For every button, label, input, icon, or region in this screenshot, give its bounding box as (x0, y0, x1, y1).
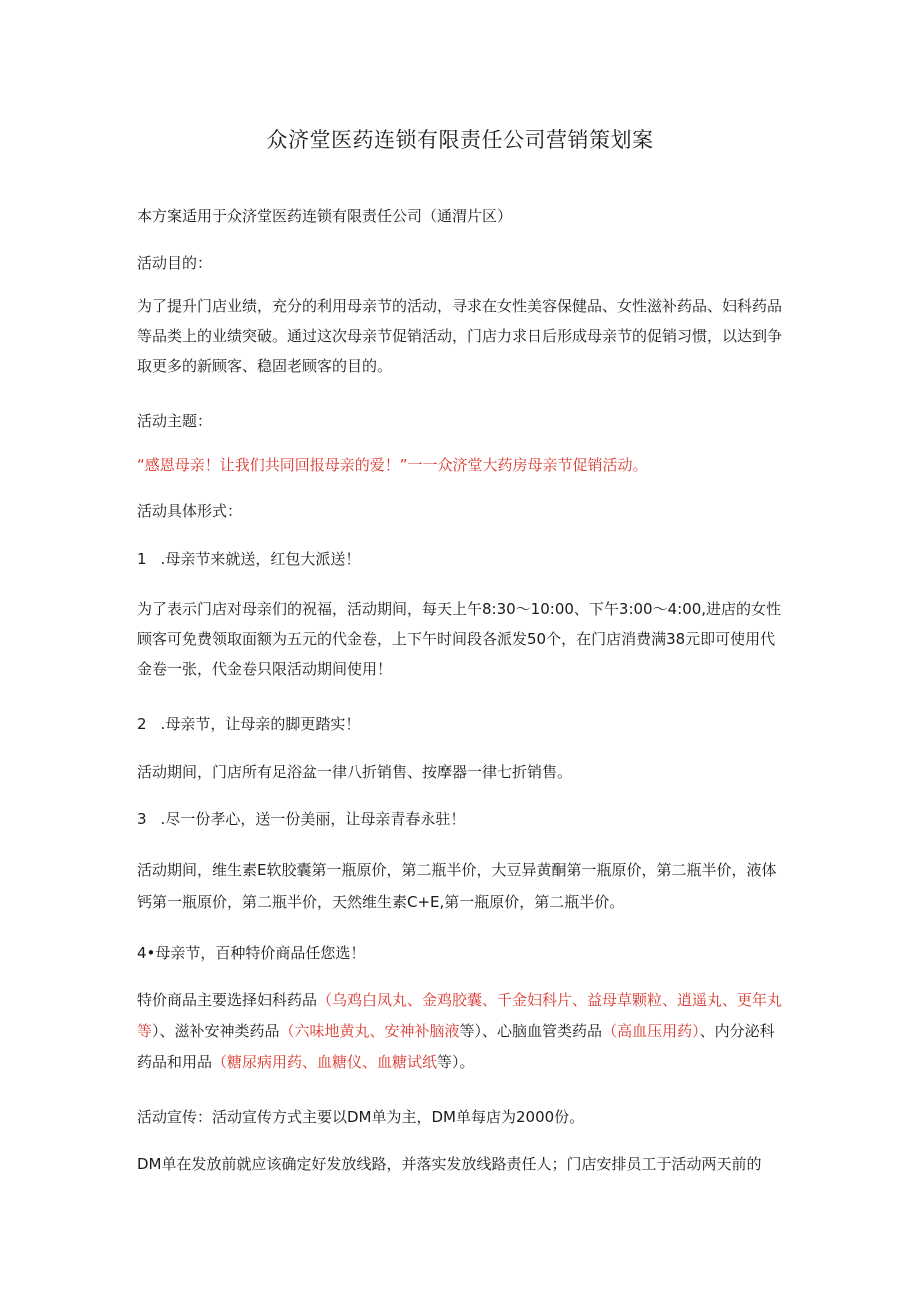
item3-title: .尽一份孝心，送一份美丽，让母亲青春永驻！ (160, 810, 466, 828)
item4-tonic-list: （六味地黄丸、安神补脑液 (279, 1022, 460, 1040)
theme-heading: 活动主题： (137, 412, 213, 430)
dm-paragraph: DM单在发放前就应该确定好发放线路，并落实发放线路责任人；门店安排员工于活动两天前的 (137, 1155, 762, 1173)
theme-paragraph: “感恩母亲！让我们共同回报母亲的爱！”一一众济堂大药房母亲节促销活动。 (137, 456, 648, 474)
item4-part-i: 等）。 (437, 1053, 475, 1071)
item2-title: .母亲节，让母亲的脚更踏实！ (160, 715, 361, 733)
item1-heading (137, 547, 787, 572)
item4-part-c: ）、滋补安神类药品 (152, 1022, 280, 1040)
item1-paragraph: 为了表示门店对母亲们的祝福，活动期间，每天上午8:30〜10:00、下午3:00〜4:00,进店的女性顾客可免费领取面额为五元的代金卷，上下午时间段各派发50个，在门店消费满38元即可使用代金卷一张，代金卷只限活动期间使用！ (137, 600, 782, 678)
item4-cardio-list: （高血压用药） (602, 1022, 700, 1040)
item4-endocrine-list: （糖尿病用药、血糖仪、血糖试纸 (212, 1053, 438, 1071)
forms-heading: 活动具体形式： (137, 502, 243, 520)
item4-part-g: 、内分泌科药品和用品 (137, 1022, 775, 1071)
item3-paragraph: 活动期间，维生素E软胶囊第一瓶原价，第二瓶半价，大豆异黄酮第一瓶原价，第二瓶半价，液体钙第一瓶原价，第二瓶半价，天然维生素C+E,第一瓶原价，第二瓶半价。 (137, 861, 777, 911)
document-title: 众济堂医药连锁有限责任公司营销策划案 (266, 128, 654, 152)
item4-heading: 4•母亲节，百种特价商品任您选！ (137, 944, 366, 962)
item1-title: .母亲节来就送，红包大派送！ (160, 550, 361, 568)
item2-number: 2 (137, 715, 147, 733)
promo-paragraph: 活动宣传：活动宣传方式主要以DM单为主，DM单每店为2000份。 (137, 1108, 585, 1126)
item3-number: 3 (137, 810, 147, 828)
purpose-paragraph: 为了提升门店业绩，充分的利用母亲节的活动，寻求在女性美容保健品、女性滋补药品、妇科药品等品类上的业绩突破。通过这次母亲节促销活动，门店力求日后形成母亲节的促销习惯，以达到争取更多的新顾客、稳固老顾客的目的。 (137, 297, 783, 375)
item2-heading (137, 712, 787, 737)
item4-gynecology-list: （乌鸡白凤丸、金鸡胶囊、千金妇科片、益母草颗粒、逍遥丸、更年丸等 (137, 991, 783, 1040)
item4-paragraph (137, 985, 787, 1078)
item1-number: 1 (137, 550, 147, 568)
scope-paragraph: 本方案适用于众济堂医药连锁有限责任公司（通渭片区） (137, 207, 513, 225)
item4-part-a: 特价商品主要选择妇科药品 (137, 991, 318, 1009)
item4-part-e: 等）、心脑血管类药品 (459, 1022, 603, 1040)
item2-paragraph: 活动期间，门店所有足浴盆一律八折销售、按摩器一律七折销售。 (137, 763, 573, 781)
item3-heading (137, 807, 787, 832)
purpose-heading: 活动目的： (137, 254, 213, 272)
